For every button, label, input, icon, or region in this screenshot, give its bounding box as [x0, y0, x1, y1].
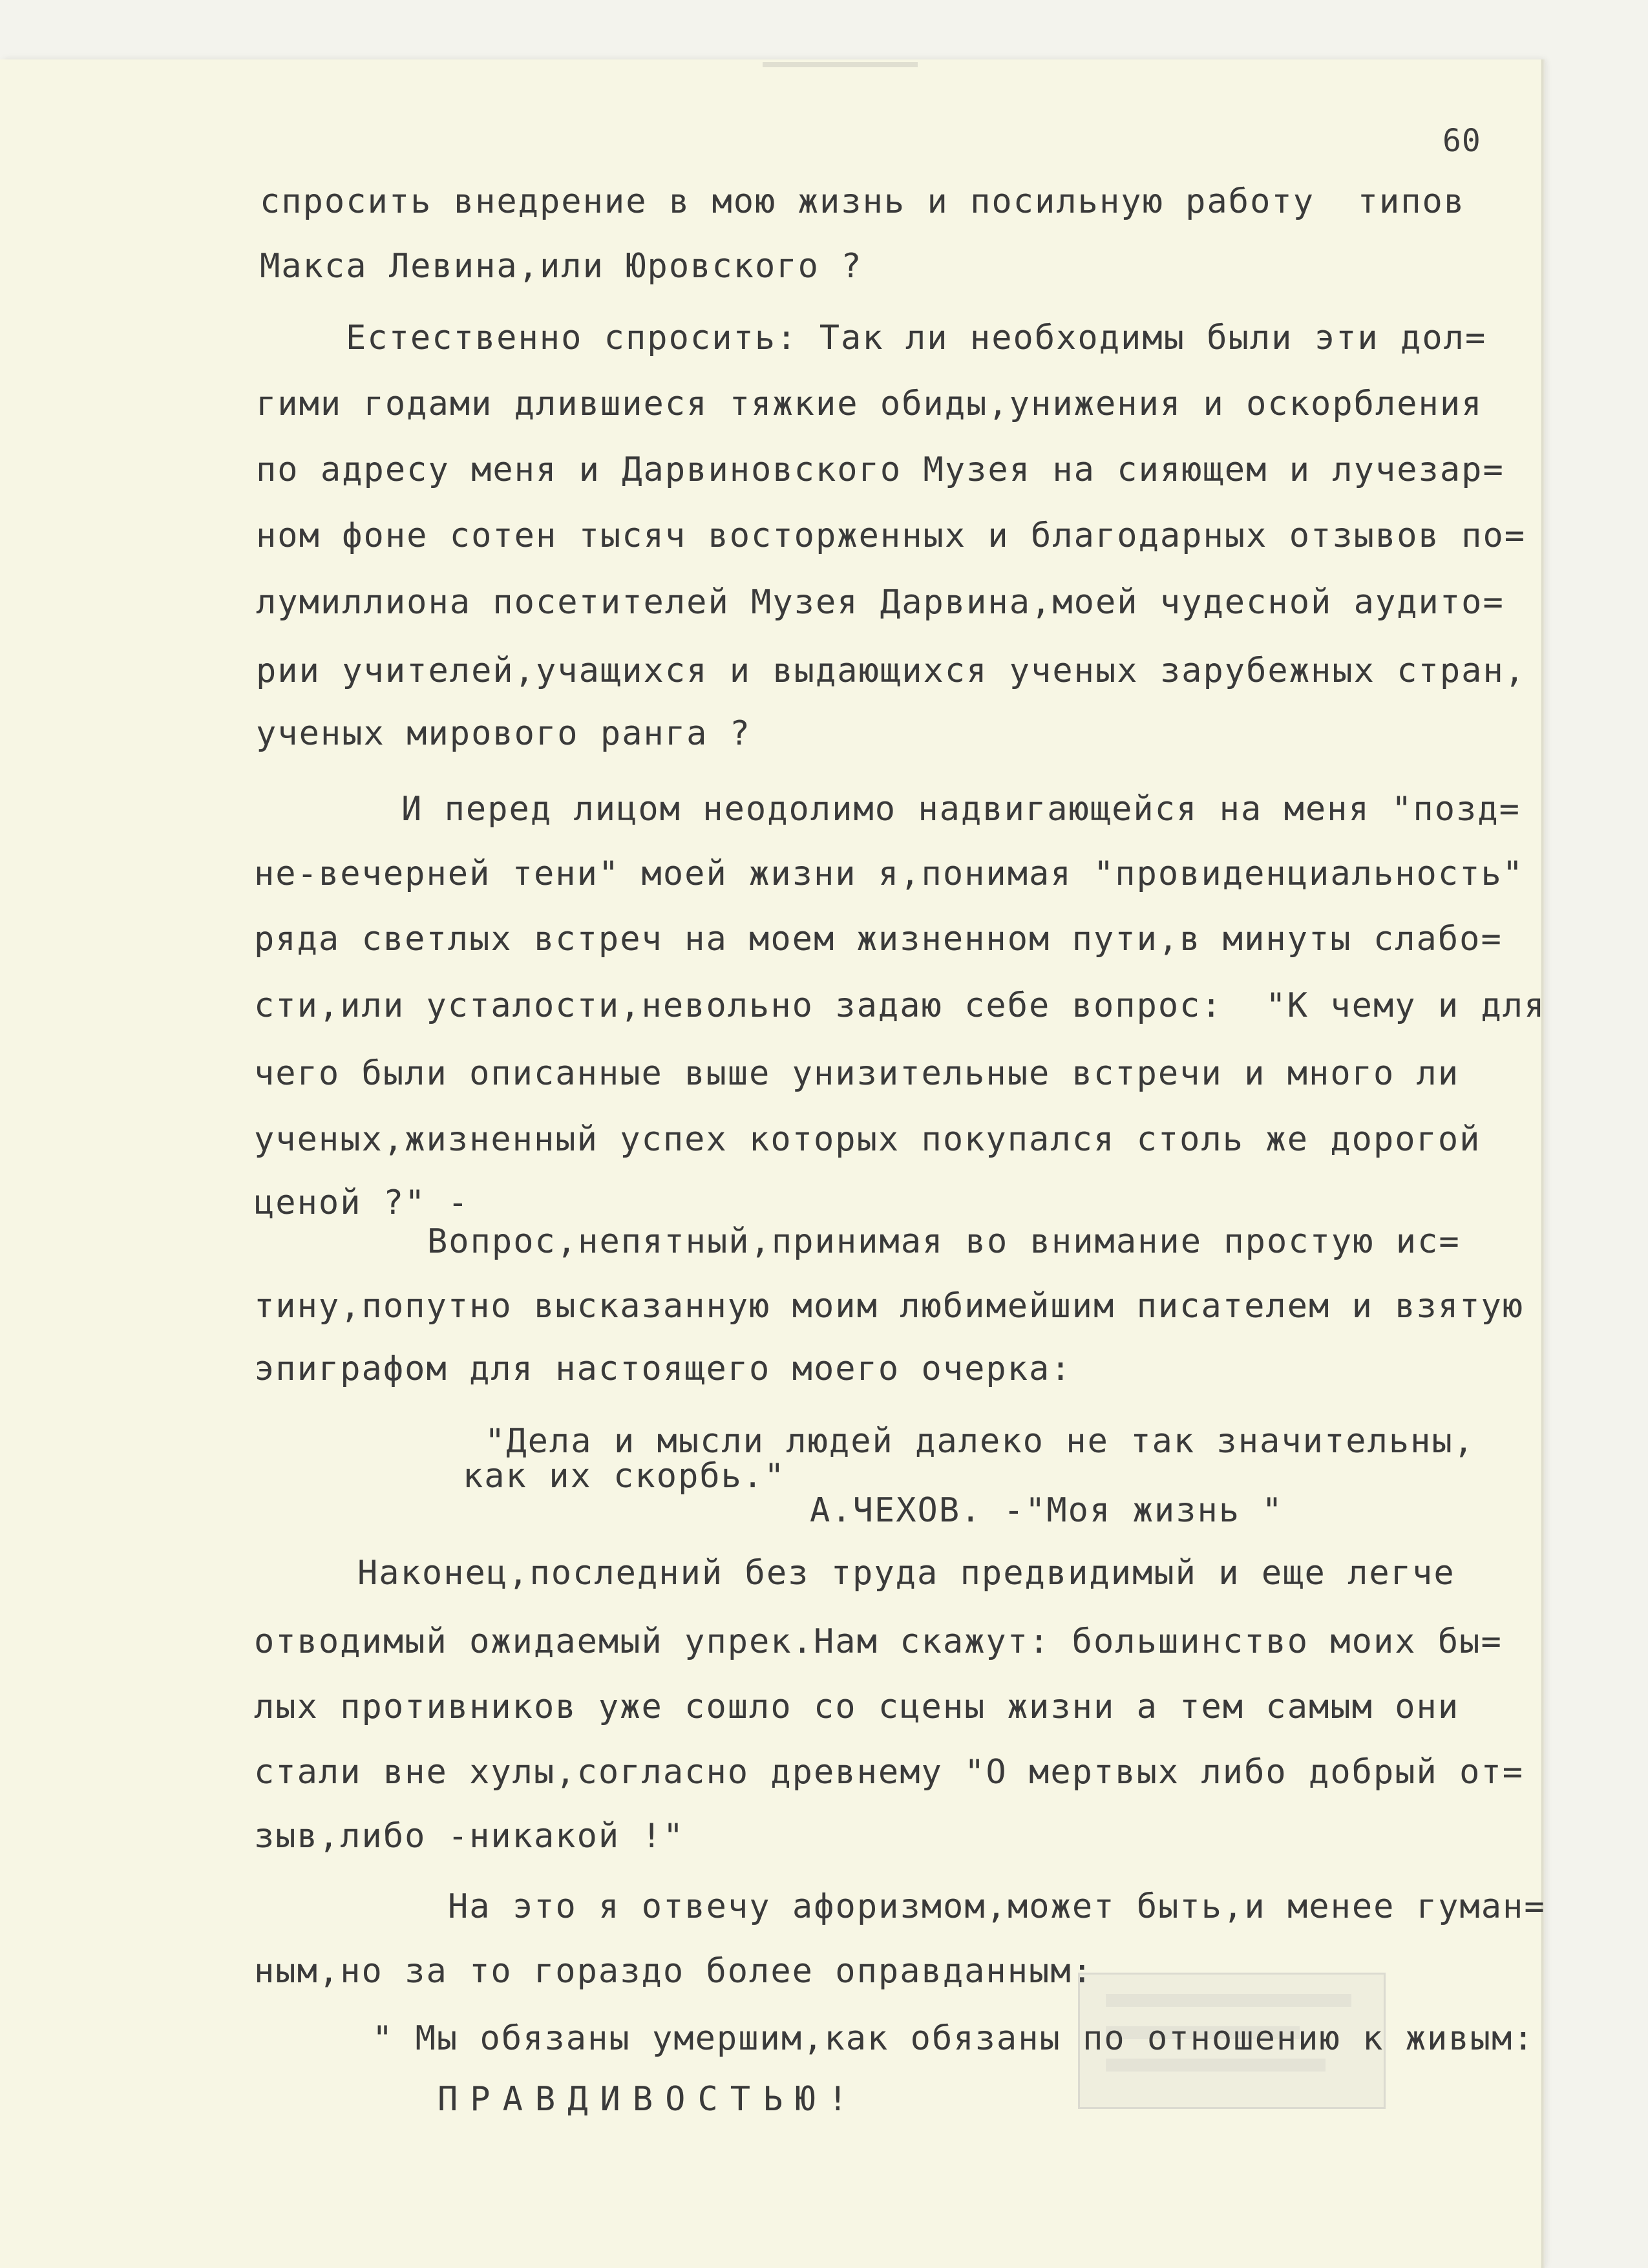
text-line: ученых мирового ранга ?: [256, 714, 752, 753]
page-number: 60: [1442, 123, 1481, 159]
text-line: рии учителей,учащихся и выдающихся ученых зарубежных стран,: [256, 652, 1527, 690]
text-line: Наконец,последний без труда предвидимый и еще легче: [357, 1554, 1455, 1593]
text-line: не-вечерней тени" моей жизни я,понимая "провиденциальность": [254, 854, 1525, 893]
text-line: чего были описанные выше унизительные встречи и много ли: [254, 1054, 1460, 1093]
page-edge: [1541, 59, 1545, 2268]
text-line: отводимый ожидаемый упрек.Нам скажут: большинство моих бы=: [254, 1622, 1503, 1661]
text-line: На это я отвечу афоризмом,может быть,и менее гуман=: [448, 1887, 1546, 1926]
text-line: Вопрос,непятный,принимая во внимание простую ис=: [427, 1222, 1461, 1261]
stamp-mark: [1106, 2059, 1326, 2072]
epigraph-line: как их скорбь.": [463, 1457, 786, 1496]
text-line: зыв,либо -никакой !": [254, 1817, 685, 1856]
top-smudge: [763, 62, 918, 67]
text-line: " Мы обязаны умершим,как обязаны по отношению к живым:: [372, 2019, 1535, 2058]
text-line: гими годами длившиеся тяжкие обиды,унижения и оскорбления: [256, 385, 1483, 423]
text-line: лумиллиона посетителей Музея Дарвина,моей чудесной аудито=: [256, 583, 1505, 622]
text-line: эпиграфом для настоящего моего очерка:: [254, 1350, 1072, 1388]
epigraph-line: "Дела и мысли людей далеко не так значительны,: [485, 1422, 1475, 1461]
text-line: ным,но за то гораздо более оправданным:: [254, 1952, 1093, 1991]
text-line: Естественно спросить: Так ли необходимы были эти дол=: [346, 319, 1487, 357]
emphasized-word: ПРАВДИВОСТЬЮ!: [438, 2080, 860, 2119]
text-line: сти,или усталости,невольно задаю себе вопрос: "К чему и для: [254, 986, 1546, 1025]
text-line: Макса Левина,или Юровского ?: [260, 247, 863, 286]
epigraph-attribution: А.ЧЕХОВ. -"Моя жизнь ": [810, 1491, 1284, 1530]
text-line: лых противников уже сошло со сцены жизни а тем самым они: [254, 1688, 1460, 1726]
text-line: стали вне хулы,согласно древнему "О мертвых либо добрый от=: [254, 1753, 1525, 1792]
text-line: ряда светлых встреч на моем жизненном пути,в минуты слабо=: [254, 920, 1503, 959]
text-line: спросить внедрение в мою жизнь и посильную работу типов: [260, 182, 1466, 221]
text-line: И перед лицом неодолимо надвигающейся на меня "позд=: [401, 790, 1521, 829]
text-line: ученых,жизненный успех которых покупался столь же дорогой: [254, 1120, 1481, 1159]
text-line: по адресу меня и Дарвиновского Музея на сияющем и лучезар=: [256, 450, 1505, 489]
text-line: ном фоне сотен тысяч восторженных и благодарных отзывов по=: [256, 516, 1527, 555]
stamp-mark: [1106, 1994, 1351, 2007]
text-line: тину,попутно высказанную моим любимейшим писателем и взятую: [254, 1287, 1525, 1326]
text-line: ценой ?" -: [254, 1183, 470, 1222]
